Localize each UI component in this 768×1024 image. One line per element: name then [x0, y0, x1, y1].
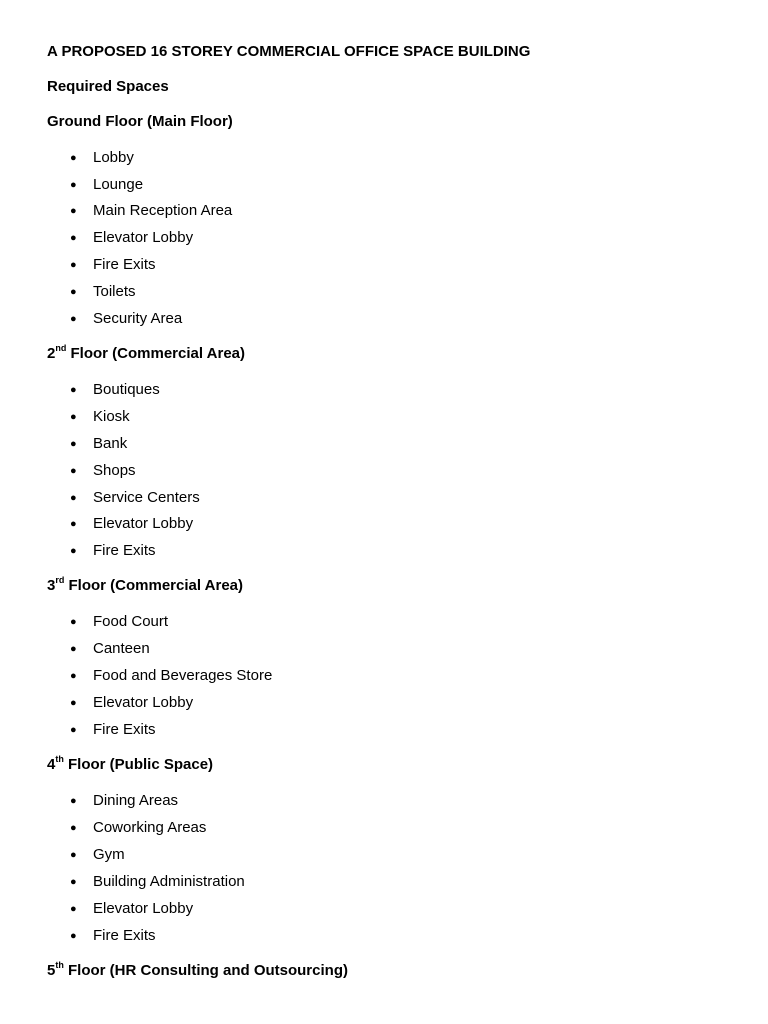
- bullet-icon: ●: [70, 384, 77, 396]
- heading-number: 4: [47, 756, 56, 773]
- list-item: [70, 381, 160, 399]
- list-item-label: Boutiques: [93, 381, 160, 398]
- list-item: [70, 613, 168, 631]
- list-item: [70, 408, 130, 426]
- list-item-label: Food Court: [93, 613, 169, 630]
- list-item-label: Kiosk: [93, 408, 130, 425]
- list-item: [70, 792, 178, 810]
- bullet-icon: ●: [70, 849, 77, 861]
- list-item-label: Service Centers: [93, 489, 200, 506]
- heading-text: Floor (Commercial Area): [66, 345, 245, 362]
- list-item-label: Elevator Lobby: [93, 900, 194, 917]
- list-item: [70, 542, 156, 560]
- heading-superscript: th: [55, 960, 64, 970]
- list-item-label: Lounge: [93, 176, 144, 193]
- section-heading-4th-floor: [47, 756, 213, 774]
- bullet-icon: ●: [70, 643, 77, 655]
- bullet-icon: ●: [70, 286, 77, 298]
- bullet-icon: ●: [70, 205, 77, 217]
- list-item: [70, 900, 193, 918]
- list-item-label: Food and Beverages Store: [93, 667, 273, 684]
- list-item-label: Fire Exits: [93, 256, 156, 273]
- list-item: [70, 846, 125, 864]
- list-item-label: Fire Exits: [93, 927, 156, 944]
- list-item-label: Toilets: [93, 283, 136, 300]
- bullet-icon: ●: [70, 616, 77, 628]
- list-item: [70, 694, 193, 712]
- heading-superscript: nd: [55, 343, 67, 353]
- heading-superscript: th: [55, 754, 64, 764]
- bullet-icon: ●: [70, 313, 77, 325]
- bullet-icon: ●: [70, 697, 77, 709]
- bullet-icon: ●: [70, 438, 77, 450]
- list-item-label: Coworking Areas: [93, 819, 207, 836]
- bullet-icon: ●: [70, 259, 77, 271]
- list-item-label: Bank: [93, 435, 128, 452]
- list-item: [70, 149, 134, 167]
- bullet-icon: ●: [70, 930, 77, 942]
- list-item: [70, 283, 136, 301]
- list-item-label: Building Administration: [93, 873, 245, 890]
- list-item-label: Main Reception Area: [93, 202, 233, 219]
- bullet-icon: ●: [70, 822, 77, 834]
- section-heading-3rd-floor: [47, 577, 243, 595]
- list-item: [70, 721, 156, 739]
- list-item-label: Fire Exits: [93, 542, 156, 559]
- section-heading-5th-floor: [47, 962, 348, 980]
- list-item: [70, 176, 143, 194]
- list-item: [70, 515, 193, 533]
- list-item: [70, 310, 182, 328]
- heading-text: Ground Floor (Main Floor): [47, 113, 233, 130]
- bullet-icon: ●: [70, 670, 77, 682]
- list-item: [70, 640, 150, 658]
- heading-superscript: rd: [55, 575, 65, 585]
- bullet-icon: ●: [70, 179, 77, 191]
- bullet-icon: ●: [70, 411, 77, 423]
- bullet-icon: ●: [70, 492, 77, 504]
- heading-text: Floor (HR Consulting and Outsourcing): [63, 962, 348, 979]
- heading-text: Floor (Public Space): [63, 756, 214, 773]
- list-item: [70, 256, 156, 274]
- list-item: [70, 873, 245, 891]
- heading-text: Floor (Commercial Area): [64, 577, 243, 594]
- heading-number: 5: [47, 962, 56, 979]
- list-item: [70, 462, 136, 480]
- list-item-label: Lobby: [93, 149, 134, 166]
- heading-number: 2: [47, 345, 56, 362]
- list-item-label: Elevator Lobby: [93, 229, 194, 246]
- bullet-icon: ●: [70, 724, 77, 736]
- section-heading-2nd-floor: [47, 345, 245, 363]
- list-item-label: Canteen: [93, 640, 150, 657]
- bullet-icon: ●: [70, 545, 77, 557]
- document-title: A PROPOSED 16 STOREY COMMERCIAL OFFICE SPACE BUILDING: [47, 43, 531, 60]
- list-item: [70, 202, 232, 220]
- list-item-label: Dining Areas: [93, 792, 179, 809]
- document-subtitle: Required Spaces: [47, 78, 169, 95]
- list-item-label: Elevator Lobby: [93, 515, 194, 532]
- list-item: [70, 819, 206, 837]
- list-item-label: Elevator Lobby: [93, 694, 194, 711]
- list-item: [70, 667, 272, 685]
- list-item-label: Gym: [93, 846, 125, 863]
- bullet-icon: ●: [70, 152, 77, 164]
- bullet-icon: ●: [70, 465, 77, 477]
- list-item: [70, 435, 127, 453]
- list-item: [70, 489, 200, 507]
- list-item-label: Shops: [93, 462, 136, 479]
- list-item: [70, 927, 156, 945]
- bullet-icon: ●: [70, 795, 77, 807]
- list-item: [70, 229, 193, 247]
- list-item-label: Fire Exits: [93, 721, 156, 738]
- bullet-icon: ●: [70, 232, 77, 244]
- bullet-icon: ●: [70, 518, 77, 530]
- bullet-icon: ●: [70, 903, 77, 915]
- heading-number: 3: [47, 577, 56, 594]
- section-heading-ground-floor: [47, 113, 233, 131]
- list-item-label: Security Area: [93, 310, 183, 327]
- bullet-icon: ●: [70, 876, 77, 888]
